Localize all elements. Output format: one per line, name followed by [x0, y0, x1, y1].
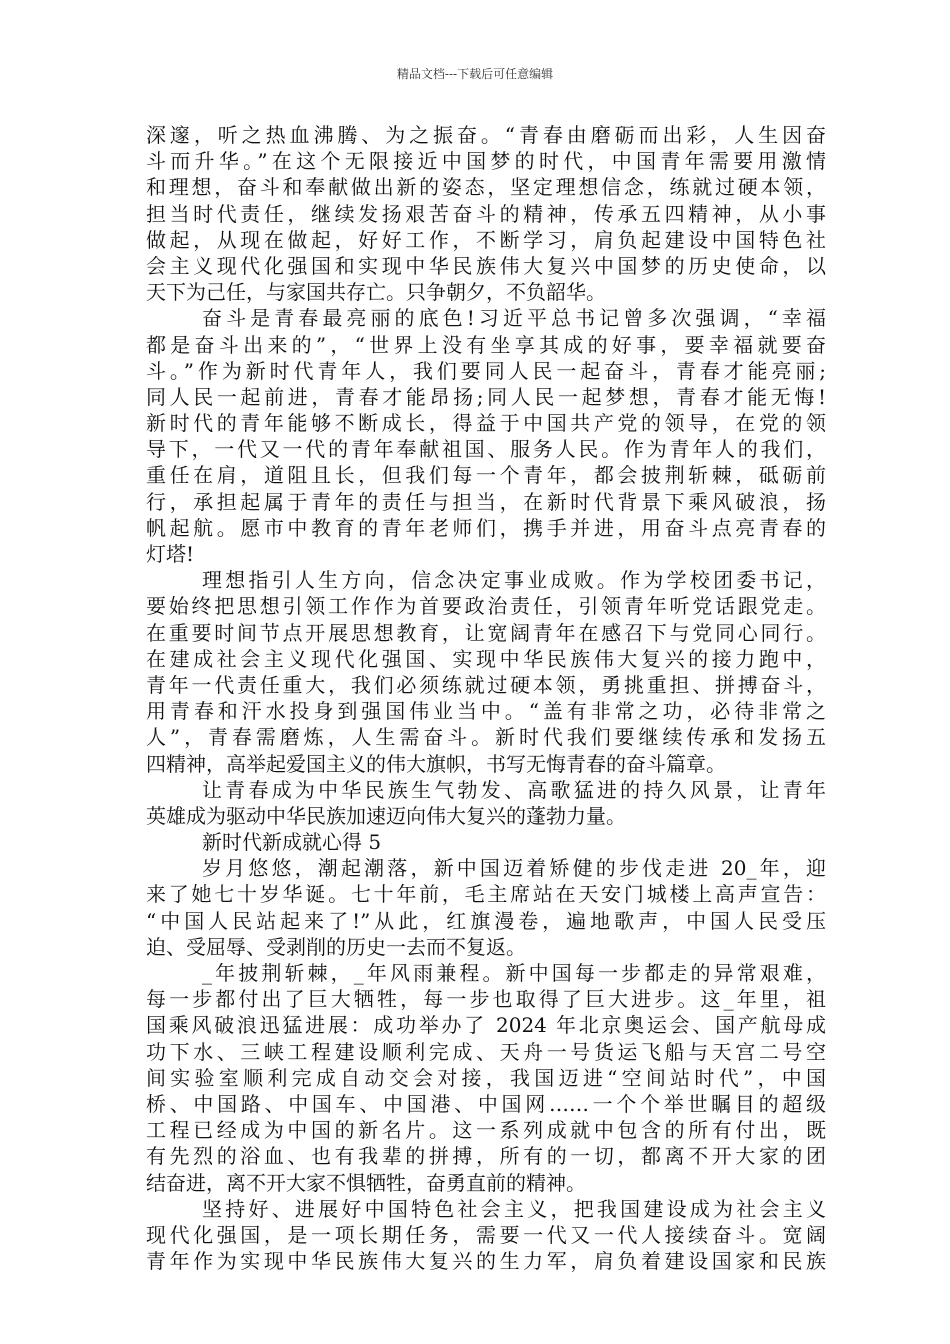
text-line: 用青春和汗水投身到强国伟业当中。“盖有非常之功，必待非常之 [146, 699, 826, 724]
text-line: 斗。”作为新时代青年人，我们要同人民一起奋斗，青春才能亮丽; [146, 358, 826, 383]
text-line: 同人民一起前进，青春才能昂扬;同人民一起梦想，青春才能无悔! [146, 384, 826, 409]
text-line: 坚持好、进展好中国特色社会主义，把我国建设成为社会主义 [202, 1196, 826, 1221]
text-line: 每一步都付出了巨大牺牲，每一步也取得了巨大进步。这_年里，祖 [146, 987, 826, 1012]
text-line: 在建成社会主义现代化强国、实现中华民族伟大复兴的接力跑中， [146, 646, 826, 671]
text-line: 会主义现代化强国和实现中华民族伟大复兴中国梦的历史使命，以 [146, 253, 826, 278]
text-line: 奋斗是青春最亮丽的底色!习近平总书记曾多次强调，“幸福 [202, 306, 826, 331]
text-line: 人”，青春需磨炼，人生需奋斗。新时代我们要继续传承和发扬五 [146, 725, 826, 750]
text-line: 功下水、三峡工程建设顺利完成、天舟一号货运飞船与天宫二号空 [146, 1039, 826, 1064]
text-line: 行，承担起属于青年的责任与担当，在新时代背景下乘风破浪，扬 [146, 489, 826, 514]
text-line: 工程已经成为中国的新名片。这一系列成就中包含的所有付出，既 [146, 1118, 826, 1143]
text-line: 新时代新成就心得 5 [202, 830, 382, 855]
text-line: 重任在肩，道阻且长，但我们每一个青年，都会披荆斩棘，砥砺前 [146, 463, 826, 488]
text-line: 间实验室顺利完成自动交会对接，我国迈进“空间站时代”，中国 [146, 1065, 826, 1090]
text-line: 导下，一代又一代的青年奉献祖国、服务人民。作为青年人的我们， [146, 437, 826, 462]
text-line: 在重要时间节点开展思想教育，让宽阔青年在感召下与党同心同行。 [146, 620, 826, 645]
text-line: 英雄成为驱动中华民族加速迈向伟大复兴的蓬勃力量。 [146, 803, 626, 828]
text-line: 要始终把思想引领工作作为首要政治责任，引领青年听党话跟党走。 [146, 594, 826, 619]
text-line: 青年作为实现中华民族伟大复兴的生力军，肩负着建设国家和民族 [146, 1249, 826, 1274]
text-line: 岁月悠悠，潮起潮落，新中国迈着矫健的步伐走进 20_年，迎 [202, 856, 826, 881]
page-header: 精品文档---下载后可任意编辑 [396, 67, 554, 81]
text-line: 帆起航。愿市中教育的青年老师们，携手并进，用奋斗点亮青春的 [146, 515, 826, 540]
document-body [146, 122, 826, 1274]
text-line: 做起，从现在做起，好好工作，不断学习，肩负起建设中国特色社 [146, 227, 826, 252]
text-line: 来了她七十岁华诞。七十年前，毛主席站在天安门城楼上高声宣告： [146, 882, 826, 907]
text-line: 担当时代责任，继续发扬艰苦奋斗的精神，传承五四精神，从小事 [146, 201, 826, 226]
text-line: 四精神，高举起爱国主义的伟大旗帜，书写无悔青春的奋斗篇章。 [146, 751, 726, 776]
text-line: 理想指引人生方向，信念决定事业成败。作为学校团委书记， [202, 568, 826, 593]
text-line: 和理想，奋斗和奉献做出新的姿态，坚定理想信念，练就过硬本领， [146, 175, 826, 200]
text-line: 现代化强国，是一项长期任务，需要一代又一代人接续奋斗。宽阔 [146, 1222, 826, 1247]
text-line: 结奋进，离不开大家不惧牺牲，奋勇直前的精神。 [146, 1170, 586, 1195]
text-line: 天下为己任，与家国共存亡。只争朝夕，不负韶华。 [146, 280, 606, 305]
text-line: 让青春成为中华民族生气勃发、高歌猛进的持久风景，让青年 [202, 777, 826, 802]
text-line: 青年一代责任重大，我们必须练就过硬本领，勇挑重担、拼搏奋斗， [146, 672, 826, 697]
text-line: 桥、中国路、中国车、中国港、中国网……一个个举世瞩目的超级 [146, 1091, 826, 1116]
text-line: 新时代的青年能够不断成长，得益于中国共产党的领导，在党的领 [146, 411, 826, 436]
text-line: 国乘风破浪迅猛进展：成功举办了 2024 年北京奥运会、国产航母成 [146, 1013, 826, 1038]
text-line: 斗而升华。”在这个无限接近中国梦的时代，中国青年需要用激情 [146, 149, 826, 174]
text-line: 深邃，听之热血沸腾、为之振奋。“青春由磨砺而出彩，人生因奋 [146, 123, 826, 147]
text-line: _年披荆斩棘，_年风雨兼程。新中国每一步都走的异常艰难， [202, 961, 826, 985]
text-line: 灯塔! [146, 542, 195, 566]
text-line: 都是奋斗出来的”，“世界上没有坐享其成的好事，要幸福就要奋 [146, 332, 826, 357]
text-line: 有先烈的浴血、也有我辈的拼搏，所有的一切，都离不开大家的团 [146, 1144, 826, 1169]
text-line: “中国人民站起来了!”从此，红旗漫卷，遍地歌声，中国人民受压 [146, 908, 826, 933]
text-line: 迫、受屈辱、受剥削的历史一去而不复返。 [146, 934, 526, 959]
